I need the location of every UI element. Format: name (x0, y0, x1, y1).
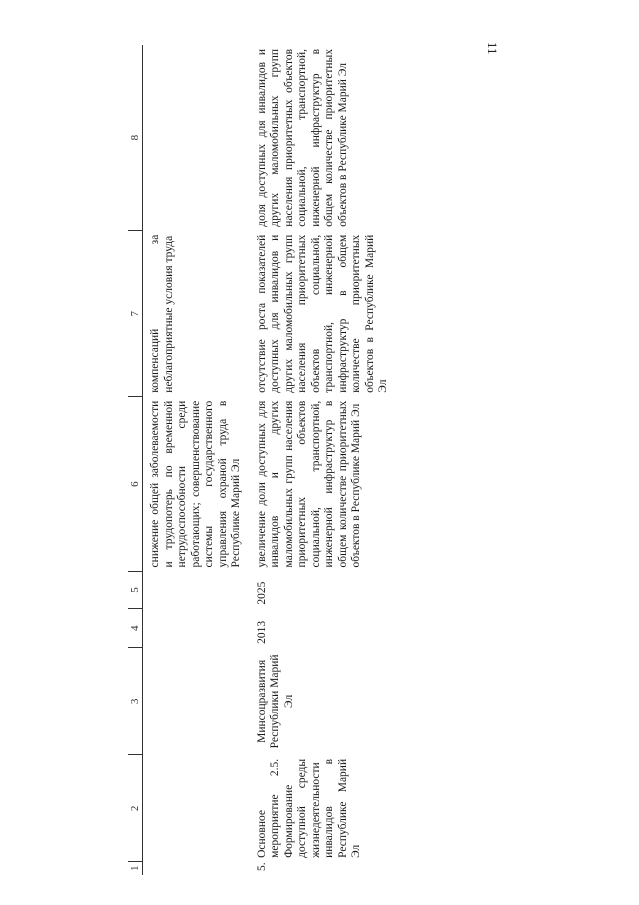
cell-indicator: доля доступных для инвалидов и других маломобильных групп населения приоритетных объектов социальной, транспортной, инженерной инфраструктур в общем количестве приоритетных объектов в Республике Марий Эл (255, 49, 349, 227)
header-col-4: 4 (128, 609, 143, 648)
header-col-3: 3 (128, 648, 143, 755)
cell-start-year: 2013 (255, 620, 268, 644)
table-row-5 (250, 45, 391, 875)
cell-expected-result-continued: снижение общей заболеваемости и трудопотерь по временной нетрудоспособности среди работающих; совершенствование системы государственного управления охраной труда в Республике Марий Эл (149, 400, 242, 568)
header-col-5: 5 (128, 571, 143, 608)
cell-measure-name: Основное мероприятие 2.5. Формирование доступной среды жизнедеятельности инвалидов в Республике Марий Эл (255, 758, 362, 858)
cell-end-year: 2025 (255, 581, 268, 605)
cell-responsible: Минсоцразвития Республики Марий Эл (255, 654, 295, 749)
header-col-8: 8 (128, 45, 143, 231)
cell-consequences: отсутствие роста показателей доступных для инвалидов и других маломобильных групп населения приоритетных объектов социальной, транспортной, инженерной инфраструктур в общем количестве приоритетных объектов в Республике Марий Эл (255, 234, 389, 393)
cell-expected-result: увеличение доли доступных для инвалидов и других маломобильных групп населения приоритетных объектов социальной, транспортной, инженерной инфраструктур в общем количестве приоритетных объектов в Республике Марий Эл (255, 400, 362, 568)
table-header-row (128, 45, 143, 875)
header-col-2: 2 (128, 755, 143, 862)
header-col-7: 7 (128, 231, 143, 397)
page-number: 11 (485, 42, 500, 55)
rotated-table-container (128, 45, 628, 875)
cell-consequences-continued: компенсаций за неблагоприятные условия труда (149, 234, 175, 393)
header-col-1: 1 (128, 862, 143, 875)
table-row-continuation (143, 45, 250, 875)
header-col-6: 6 (128, 397, 143, 572)
cell-row-number: 5. (255, 862, 268, 871)
measures-table (128, 45, 391, 875)
